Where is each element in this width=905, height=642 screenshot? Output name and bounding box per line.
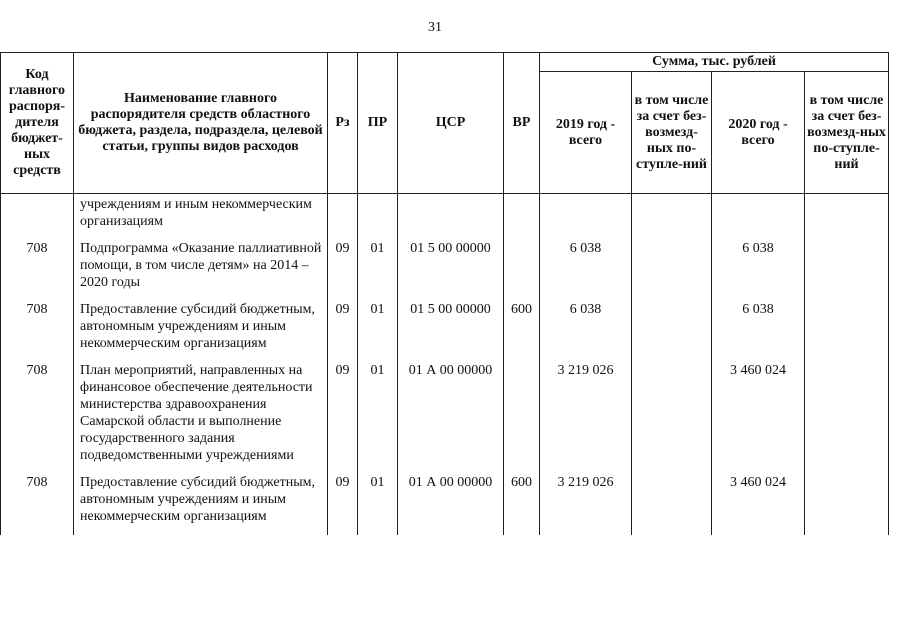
header-pr: ПР bbox=[358, 53, 398, 194]
cell-csr: 01 5 00 00000 bbox=[398, 240, 504, 301]
cell-2020-grants bbox=[805, 240, 889, 301]
cell-name: Подпрограмма «Оказание паллиативной помощи, в том числе детям» на 2014 – 2020 годы bbox=[74, 240, 328, 301]
cell-code bbox=[1, 194, 74, 241]
header-2020-grants: в том числе за счет без-возмезд-ных по-ступле-ний bbox=[805, 72, 889, 194]
cell-code: 708 bbox=[1, 240, 74, 301]
cell-2019-total: 3 219 026 bbox=[540, 474, 632, 535]
cell-2019-grants bbox=[632, 474, 712, 535]
header-2019-grants: в том числе за счет без-возмезд-ных по-ступле-ний bbox=[632, 72, 712, 194]
cell-pr: 01 bbox=[358, 474, 398, 535]
cell-2020-total: 3 460 024 bbox=[712, 362, 805, 474]
cell-pr: 01 bbox=[358, 240, 398, 301]
cell-2019-total: 3 219 026 bbox=[540, 362, 632, 474]
header-vr: ВР bbox=[504, 53, 540, 194]
cell-rz: 09 bbox=[328, 240, 358, 301]
header-rz: Рз bbox=[328, 53, 358, 194]
header-csr: ЦСР bbox=[398, 53, 504, 194]
cell-vr bbox=[504, 240, 540, 301]
cell-2020-grants bbox=[805, 362, 889, 474]
cell-code: 708 bbox=[1, 362, 74, 474]
cell-rz: 09 bbox=[328, 362, 358, 474]
cell-2020-total: 6 038 bbox=[712, 240, 805, 301]
cell-2020-total: 6 038 bbox=[712, 301, 805, 362]
table-row bbox=[1, 474, 889, 535]
table-header bbox=[1, 53, 889, 194]
table-row-continuation bbox=[1, 194, 889, 241]
cell-2019-total: 6 038 bbox=[540, 301, 632, 362]
cell-2019-grants bbox=[632, 301, 712, 362]
header-code: Код главного распоря-дителя бюджет-ных средств bbox=[1, 53, 74, 194]
cell-2020-total: 3 460 024 bbox=[712, 474, 805, 535]
table-row bbox=[1, 240, 889, 301]
cell-vr: 600 bbox=[504, 301, 540, 362]
cell-rz: 09 bbox=[328, 474, 358, 535]
cell-csr: 01 А 00 00000 bbox=[398, 362, 504, 474]
table-row bbox=[1, 362, 889, 474]
cell-code: 708 bbox=[1, 474, 74, 535]
cell-name: План мероприятий, направленных на финансовое обеспечение деятельности министерства здравоохранения Самарской области и выполнение государственного задания подведомственными учреждениями bbox=[74, 362, 328, 474]
cell-code: 708 bbox=[1, 301, 74, 362]
cell-2020-grants bbox=[805, 301, 889, 362]
cell-csr: 01 5 00 00000 bbox=[398, 301, 504, 362]
budget-table-wrapper bbox=[0, 52, 890, 642]
cell-csr: 01 А 00 00000 bbox=[398, 474, 504, 535]
cell-2020-grants bbox=[805, 474, 889, 535]
page-number: 31 bbox=[428, 20, 442, 35]
cell-2019-grants bbox=[632, 362, 712, 474]
cell-pr: 01 bbox=[358, 362, 398, 474]
header-sum-group: Сумма, тыс. рублей bbox=[540, 53, 889, 72]
cell-2019-grants bbox=[632, 240, 712, 301]
header-2020-total: 2020 год - всего bbox=[712, 72, 805, 194]
cell-rz: 09 bbox=[328, 301, 358, 362]
cell-vr bbox=[504, 362, 540, 474]
cell-vr: 600 bbox=[504, 474, 540, 535]
cell-name: Предоставление субсидий бюджетным, автономным учреждениям и иным некоммерческим организациям bbox=[74, 474, 328, 535]
cell-name: Предоставление субсидий бюджетным, автономным учреждениям и иным некоммерческим организациям bbox=[74, 301, 328, 362]
cell-pr: 01 bbox=[358, 301, 398, 362]
cell-2019-total: 6 038 bbox=[540, 240, 632, 301]
table-row bbox=[1, 301, 889, 362]
budget-table bbox=[0, 52, 889, 535]
header-name: Наименование главного распорядителя средств областного бюджета, раздела, подраздела, целевой статьи, группы видов расходов bbox=[74, 53, 328, 194]
cell-name: учреждениям и иным некоммерческим организациям bbox=[74, 194, 328, 241]
header-2019-total: 2019 год - всего bbox=[540, 72, 632, 194]
table-body bbox=[1, 194, 889, 536]
